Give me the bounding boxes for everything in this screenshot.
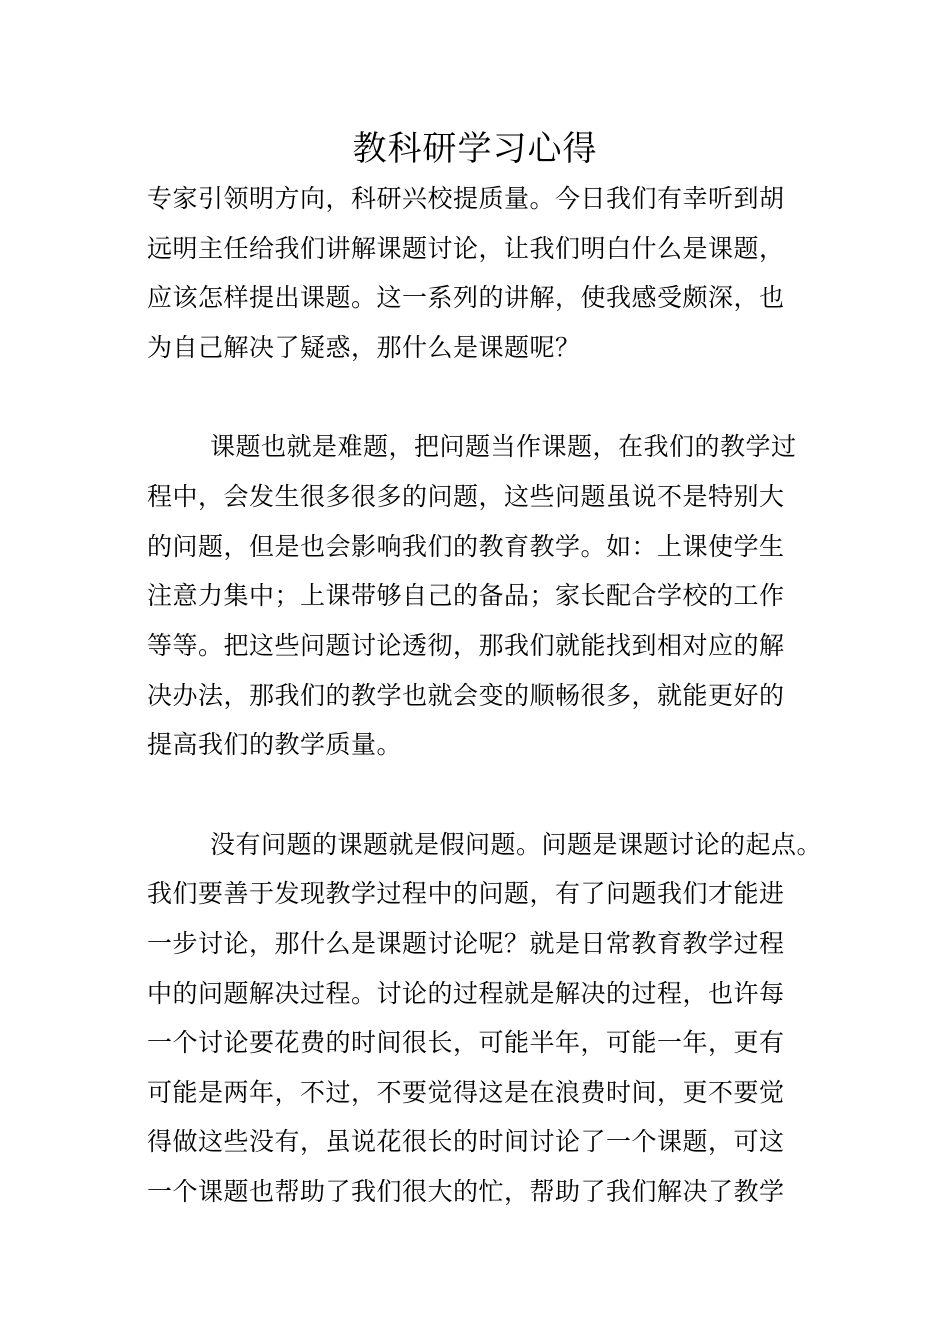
paragraph-2-line-6: 决办法，那我们的教学也就会变的顺畅很多，就能更好的 bbox=[147, 681, 785, 710]
paragraph-2-line-1: 课题也就是难题，把问题当作课题，在我们的教学过 bbox=[210, 432, 797, 461]
paragraph-1-line-1: 专家引领明方向，科研兴校提质量。今日我们有幸听到胡 bbox=[147, 184, 785, 213]
paragraph-3-line-5: 一个讨论要花费的时间很长，可能半年，可能一年，更有 bbox=[147, 1028, 785, 1057]
paragraph-3-line-3: 一步讨论，那什么是课题讨论呢？就是日常教育教学过程 bbox=[147, 929, 785, 958]
paragraph-3-line-7: 得做这些没有，虽说花很长的时间讨论了一个课题，可这 bbox=[147, 1127, 785, 1156]
paragraph-2-line-3: 的问题，但是也会影响我们的教育教学。如：上课使学生 bbox=[147, 532, 785, 561]
paragraph-1-line-3: 应该怎样提出课题。这一系列的讲解，使我感受颇深，也 bbox=[147, 283, 785, 312]
paragraph-2-line-4: 注意力集中；上课带够自己的备品；家长配合学校的工作 bbox=[147, 581, 785, 610]
paragraph-1-line-2: 远明主任给我们讲解课题讨论，让我们明白什么是课题， bbox=[147, 234, 785, 263]
paragraph-3-line-1: 没有问题的课题就是假问题。问题是课题讨论的起点。 bbox=[210, 830, 823, 859]
paragraph-1-line-4: 为自己解决了疑惑，那什么是课题呢？ bbox=[147, 333, 581, 362]
paragraph-3-line-8: 一个课题也帮助了我们很大的忙，帮助了我们解决了教学 bbox=[147, 1177, 785, 1206]
document-title: 教科研学习心得 bbox=[352, 129, 598, 169]
paragraph-3-line-6: 可能是两年，不过，不要觉得这是在浪费时间，更不要觉 bbox=[147, 1078, 785, 1107]
paragraph-2-line-5: 等等。把这些问题讨论透彻，那我们就能找到相对应的解 bbox=[147, 631, 785, 660]
paragraph-2-line-2: 程中，会发生很多很多的问题，这些问题虽说不是特别大 bbox=[147, 482, 785, 511]
paragraph-2-line-7: 提高我们的教学质量。 bbox=[147, 730, 403, 759]
paragraph-3-line-2: 我们要善于发现教学过程中的问题，有了问题我们才能进 bbox=[147, 879, 785, 908]
paragraph-3-line-4: 中的问题解决过程。讨论的过程就是解决的过程，也许每 bbox=[147, 979, 785, 1008]
